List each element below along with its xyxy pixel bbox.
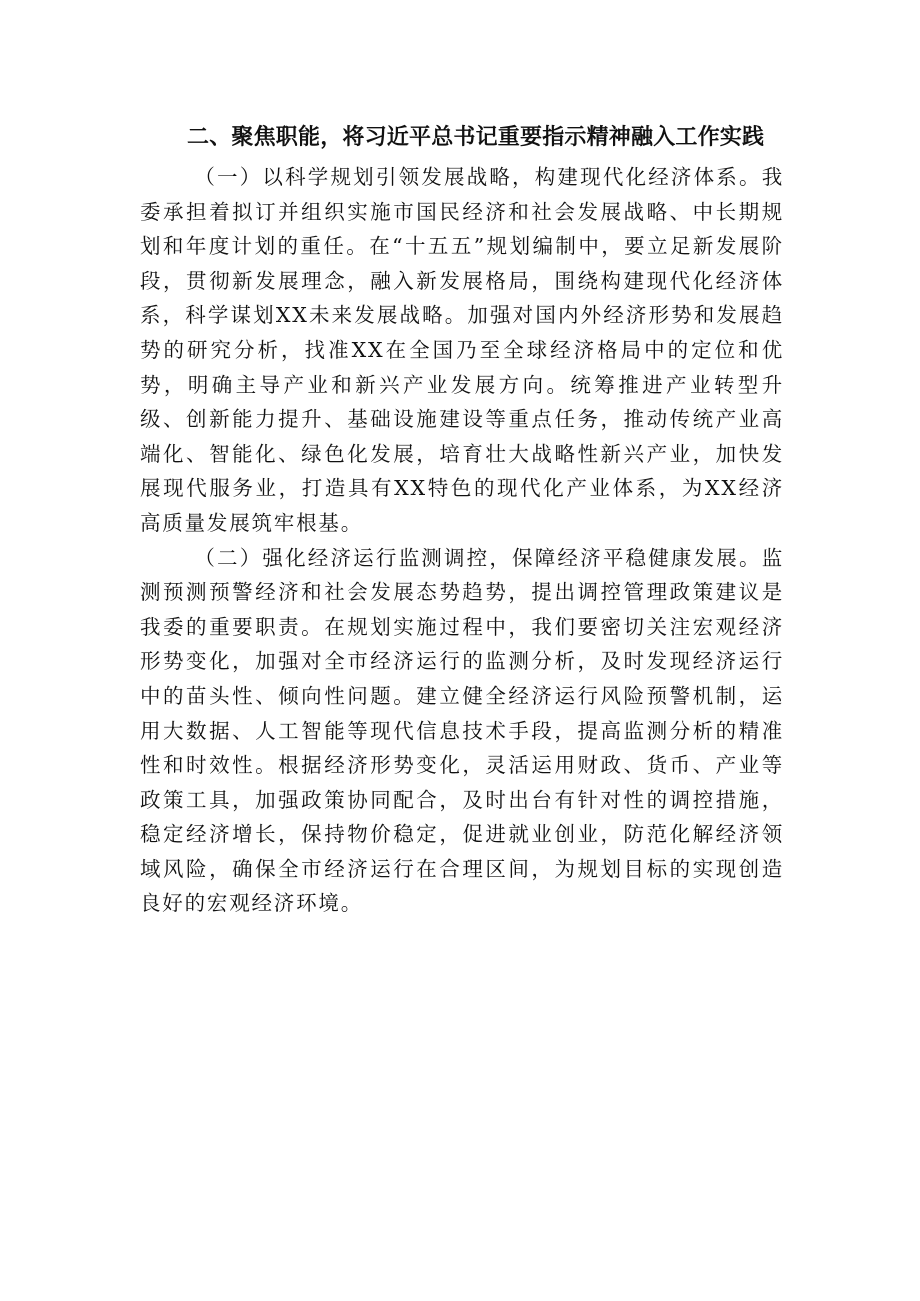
document-page: [140, 116, 784, 921]
paragraph-2: [140, 541, 784, 922]
paragraph-1: [140, 160, 784, 541]
paragraph-1-subheading: （一）以科学规划引领发展战略，构建现代化经济体系。: [194, 165, 762, 189]
paragraph-1-body: 我委承担着拟订并组织实施市国民经济和社会发展战略、中长期规划和年度计划的重任。在“十五五”规划编制中，要立足新发展阶段，贯彻新发展理念，融入新发展格局，围绕构建现代化经济体系，科学谋划XX未来发展战略。加强对国内外经济形势和发展趋势的研究分析，找准XX在全国乃至全球经济格局中的定位和优势，明确主导产业和新兴产业发展方向。统筹推进产业转型升级、创新能力提升、基础设施建设等重点任务，推动传统产业高端化、智能化、绿色化发展，培育壮大战略性新兴产业，加快发展现代服务业，打造具有XX特色的现代化产业体系，为XX经济高质量发展筑牢根基。: [140, 165, 784, 535]
paragraph-2-subheading: （二）强化经济运行监测调控，保障经济平稳健康发展。: [194, 545, 762, 570]
paragraph-2-body: 监测预测预警经济和社会发展态势趋势，提出调控管理政策建议是我委的重要职责。在规划实施过程中，我们要密切关注宏观经济形势变化，加强对全市经济运行的监测分析，及时发现经济运行中的苗头性、倾向性问题。建立健全经济运行风险预警机制，运用大数据、人工智能等现代信息技术手段，提高监测分析的精准性和时效性。根据经济形势变化，灵活运用财政、货币、产业等政策工具，加强政策协同配合，及时出台有针对性的调控措施，稳定经济增长，保持物价稳定，促进就业创业，防范化解经济领域风险，确保全市经济运行在合理区间，为规划目标的实现创造良好的宏观经济环境。: [140, 545, 784, 916]
section-heading: 二、聚焦职能，将习近平总书记重要指示精神融入工作实践: [187, 125, 765, 150]
